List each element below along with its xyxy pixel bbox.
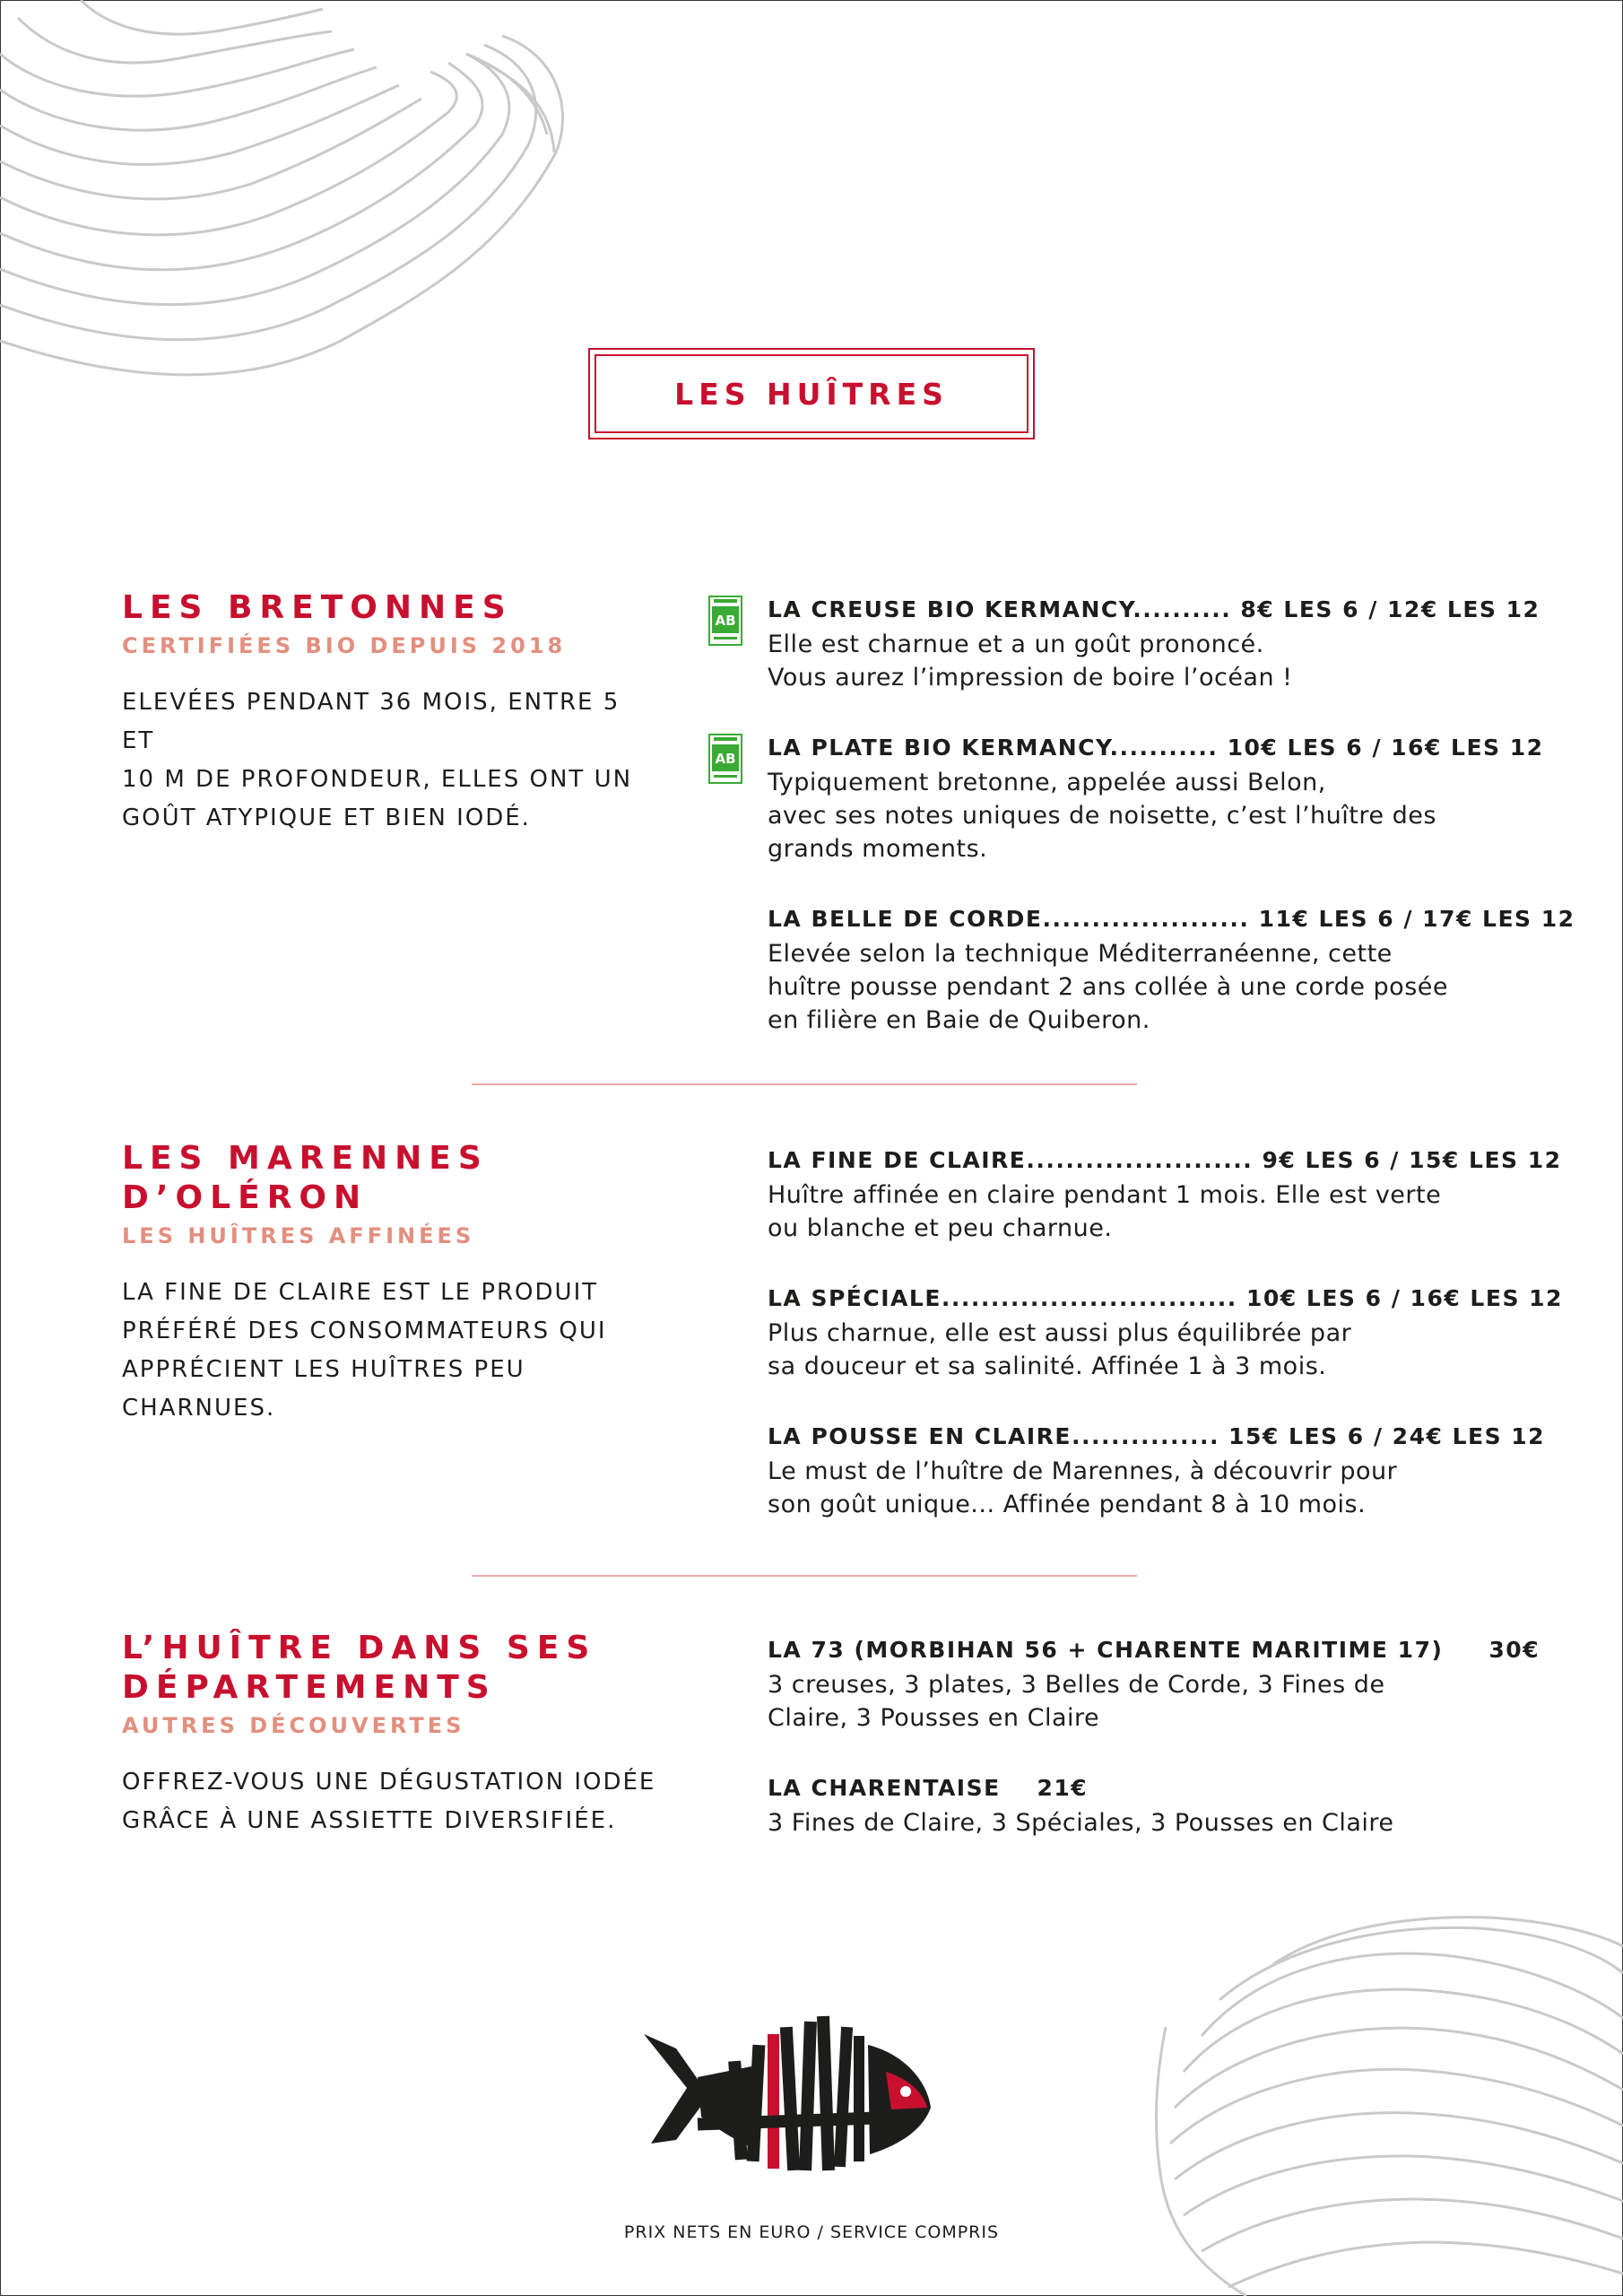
footer-note: PRIX NETS EN EURO / SERVICE COMPRIS [623,2222,1000,2242]
description-line: grands moments. [768,835,988,863]
item-heading: LA PLATE BIO KERMANCY........... 10€ LES 6 / 16€ LES 12 [768,735,1544,761]
description-line: avec ses notes uniques de noisette, c’est l’huître des [768,802,1436,830]
description-line: Elle est charnue et a un goût prononcé. [768,631,1264,658]
svg-text:AB: AB [715,613,736,629]
page-title-box [588,348,1035,439]
menu-items [768,1143,1563,1555]
section-title [122,1139,660,1218]
fish-logo-icon [644,2009,936,2188]
description-line: sa douceur et sa salinité. Affinée 1 à 3 mois. [768,1352,1327,1380]
description-line: 3 creuses, 3 plates, 3 Belles de Corde, 3 Fines de [768,1671,1385,1699]
description-line: Vous aurez l’impression de boire l’océan ! [768,664,1293,691]
menu-item [768,1632,1541,1735]
section-intro [122,1629,660,1840]
ab-bio-logo-icon [708,734,742,784]
description-line: CHARNUES. [122,1395,276,1422]
item-heading: LA 73 (MORBIHAN 56 + CHARENTE MARITIME 17) 30€ [768,1637,1541,1663]
menu-item [768,1281,1563,1383]
description-line: 10 M DE PROFONDEUR, ELLES ONT UN [122,766,633,793]
description-line: APPRÉCIENT LES HUÎTRES PEU [122,1356,525,1383]
menu-item [768,1143,1562,1245]
item-heading: LA CREUSE BIO KERMANCY.......... 8€ LES 6 / 12€ LES 12 [768,596,1541,622]
description-line: Elevée selon la technique Méditerranéenne, cette [768,940,1393,968]
section-intro [122,1139,660,1428]
menu-items [715,592,1575,1071]
section-description [122,683,660,838]
menu-items [768,1632,1541,1874]
item-description [768,1178,1503,1245]
description-line: 3 Fines de Claire, 3 Spéciales, 3 Pousses en Claire [768,1809,1394,1837]
page-title: LES HUÎTRES [674,376,949,412]
description-line: Huître affinée en claire pendant 1 mois. Elle est verte [768,1181,1442,1209]
section-description [122,1274,660,1428]
menu-item [768,1419,1546,1521]
section-divider [472,1083,1137,1085]
item-description [768,628,1503,694]
description-line: Claire, 3 Pousses en Claire [768,1704,1100,1732]
section-divider [472,1575,1137,1577]
oyster-shell-illustration-top [0,0,574,395]
menu-item [715,592,1541,694]
menu-item [768,1770,1503,1839]
menu-item [715,730,1544,865]
description-line: GRÂCE À UNE ASSIETTE DIVERSIFIÉE. [122,1807,617,1834]
section-description [122,1763,660,1840]
item-heading: LA FINE DE CLAIRE....................... 9€ LES 6 / 15€ LES 12 [768,1147,1562,1173]
item-description [768,1317,1503,1383]
section-title: LES BRETONNES [122,589,513,626]
item-description [768,1668,1503,1735]
item-heading: LA BELLE DE CORDE..................... 11€ LES 6 / 17€ LES 12 [768,906,1575,932]
item-description [768,1806,1503,1839]
item-description [768,1455,1503,1521]
section-intro [122,588,660,838]
ab-bio-logo-icon [708,596,742,646]
description-line: GOÛT ATYPIQUE ET BIEN IODÉ. [122,804,531,831]
svg-text:AB: AB [715,751,736,767]
section-title [122,1629,660,1708]
item-heading: LA SPÉCIALE.............................. 10€ LES 6 / 16€ LES 12 [768,1285,1563,1311]
menu-item [768,901,1575,1037]
section-subtitle: AUTRES DÉCOUVERTES [122,1713,465,1738]
item-heading: LA POUSSE EN CLAIRE............... 15€ LES 6 / 24€ LES 12 [768,1423,1546,1449]
title-line: DÉPARTEMENTS [122,1669,497,1706]
item-heading: LA CHARENTAISE 21€ [768,1775,1089,1801]
title-line: L’HUÎTRE DANS SES [122,1630,597,1666]
description-line: huître pousse pendant 2 ans collée à une corde posée [768,973,1448,1001]
description-line: Typiquement bretonne, appelée aussi Belon, [768,769,1326,796]
description-line: ELEVÉES PENDANT 36 MOIS, ENTRE 5 ET [122,689,621,754]
title-line: D’OLÉRON [122,1179,369,1216]
item-description [768,766,1503,865]
description-line: ou blanche et peu charnue. [768,1214,1113,1242]
description-line: OFFREZ-VOUS UNE DÉGUSTATION IODÉE [122,1769,656,1796]
section-subtitle: LES HUÎTRES AFFINÉES [122,1223,475,1248]
description-line: Le must de l’huître de Marennes, à découvrir pour [768,1457,1398,1485]
description-line: en filière en Baie de Quiberon. [768,1006,1150,1034]
description-line: Plus charnue, elle est aussi plus équilibrée par [768,1319,1352,1347]
description-line: LA FINE DE CLAIRE EST LE PRODUIT [122,1279,599,1306]
item-description [768,937,1503,1037]
section-subtitle: CERTIFIÉES BIO DEPUIS 2018 [122,633,567,658]
description-line: PRÉFÉRÉ DES CONSOMMATEURS QUI [122,1318,607,1344]
title-line: LES MARENNES [122,1140,489,1177]
description-line: son goût unique... Affinée pendant 8 à 10 mois. [768,1491,1367,1518]
